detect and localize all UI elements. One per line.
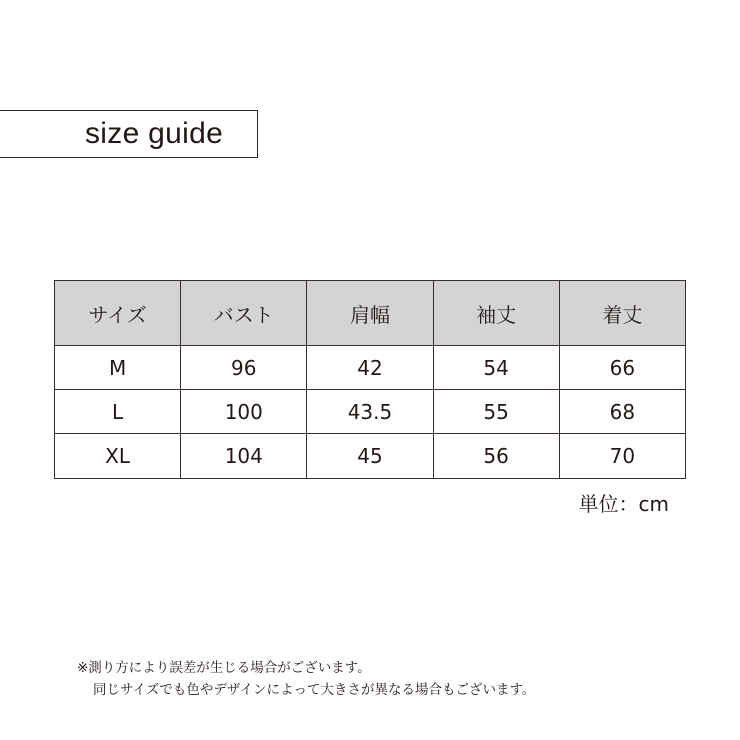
header-shoulder-width: 肩幅: [307, 281, 433, 346]
cell-shoulder-width: 43.5: [307, 390, 433, 434]
unit-label: 単位：cm: [578, 492, 669, 516]
title-box: [0, 110, 258, 158]
cell-body-length: 68: [559, 390, 685, 434]
table-row: [55, 346, 686, 390]
cell-body-length: 70: [559, 434, 685, 479]
cell-sleeve-length: 54: [433, 346, 559, 390]
header-bust: バスト: [181, 281, 307, 346]
header-row: [55, 281, 686, 346]
size-table: [54, 280, 686, 479]
cell-sleeve-length: 56: [433, 434, 559, 479]
cell-bust: 104: [181, 434, 307, 479]
header-sleeve-length: 袖丈: [433, 281, 559, 346]
cell-size: XL: [55, 434, 181, 479]
cell-bust: 96: [181, 346, 307, 390]
cell-bust: 100: [181, 390, 307, 434]
variation-note: 同じサイズでも色やデザインによって大きさが異なる場合もございます。: [93, 682, 536, 698]
cell-size: L: [55, 390, 181, 434]
header-size: サイズ: [55, 281, 181, 346]
size-table-header: [55, 281, 686, 346]
cell-sleeve-length: 55: [433, 390, 559, 434]
cell-body-length: 66: [559, 346, 685, 390]
header-body-length: 着丈: [559, 281, 685, 346]
page-title: size guide: [85, 117, 224, 150]
measurement-note: ※測り方により誤差が生じる場合がございます。: [77, 660, 371, 676]
cell-size: M: [55, 346, 181, 390]
cell-shoulder-width: 42: [307, 346, 433, 390]
size-table-body: [55, 346, 686, 479]
cell-shoulder-width: 45: [307, 434, 433, 479]
table-row: [55, 390, 686, 434]
table-row: [55, 434, 686, 479]
